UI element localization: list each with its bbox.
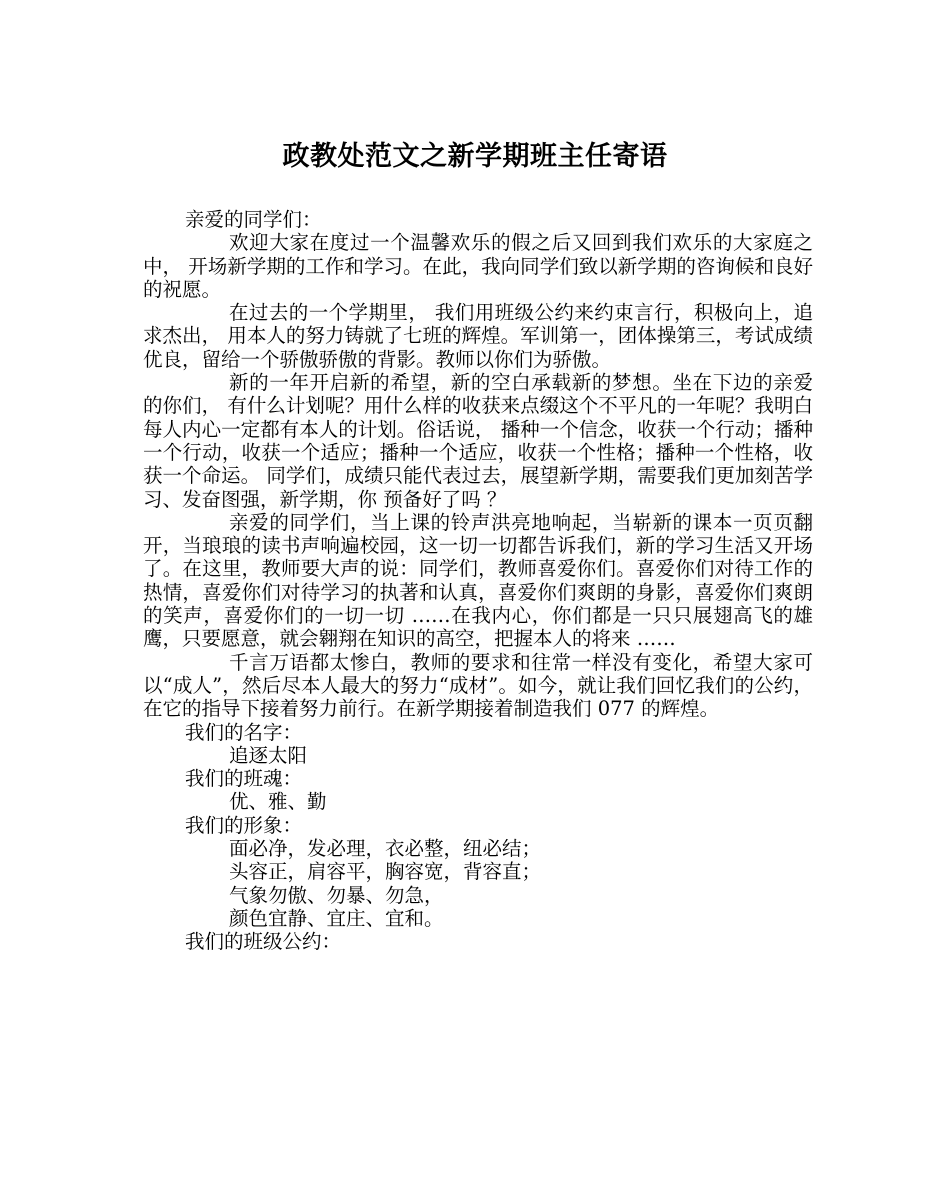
document-title: 政教处范文之新学期班主任寄语 [282,141,668,172]
class-image-label: 我们的形象： [185,813,303,837]
class-image-line: 头容正，肩容平，胸容宽，背容直； [229,860,542,884]
class-image-line: 面必净，发必理，衣必整，纽必结； [229,837,542,861]
paragraph-new-study-life: 亲爱的同学们，当上课的铃声洪亮地响起，当崭新的课本一页页翻开，当琅琅的读书声响遍校园，这一切一切都告诉我们，新的学习生活又开场了。在这里，教师要大声的说：同学们，教师喜爱你们。喜爱你们对待工作的热情，喜爱你们对待学习的执著和认真，喜爱你们爽朗的身影，喜爱你们爽朗的笑声，喜爱你们的一切一切 ……在我内心，你们都是一只只展翅高飞的雄鹰，只要愿意，就会翱翔在知识的高空，把握本人的将来 …… [143,510,813,651]
class-spirit-label: 我们的班魂： [185,767,303,791]
class-rules-label: 我们的班级公约： [185,930,342,954]
salutation: 亲爱的同学们： [185,208,322,231]
class-image-line: 气象勿傲、勿暴、勿急， [229,883,444,907]
class-name-label: 我们的名字： [185,720,303,744]
paragraph-welcome: 欢迎大家在度过一个温馨欢乐的假之后又回到我们欢乐的大家庭之中， 开场新学期的工作和学习。在此，我向同学们致以新学期的咨询候和良好的祝愿。 [143,231,813,301]
paragraph-expectations: 千言万语都太惨白，教师的要求和往常一样没有变化，希望大家可以“成人”，然后尽本人最大的努力“成材”。如今，就让我们回忆我们的公约，在它的指导下接着努力前行。在新学期接着制造我们 077 的辉煌。 [143,650,813,721]
class-spirit-value: 优、雅、勤 [229,790,327,814]
paragraph-new-year: 新的一年开启新的希望，新的空白承载新的梦想。坐在下边的亲爱的你们， 有什么计划呢？用什么样的收获来点缀这个不平凡的一年呢？我明白每人内心一定都有本人的计划。俗话说， 播种一个信念，收获一个行动；播种一个行动，收获一个适应；播种一个适应，收获一个性格；播种一个性格，收获一个命运。 同学们，成绩只能代表过去，展望新学期，需要我们更加刻苦学习、发奋图强，新学期，你 预备好了吗 ？ [143,371,813,511]
class-name-value: 追逐太阳 [229,743,308,767]
paragraph-last-semester: 在过去的一个学期里， 我们用班级公约来约束言行，积极向上，追求杰出， 用本人的努力铸就了七班的辉煌。军训第一，团体操第三，考试成绩优良，留给一个骄傲骄傲的背影。教师以你们为骄傲。 [143,301,813,371]
document-body [143,208,813,954]
class-image-line: 颜色宜静、宜庄、宜和。 [229,906,444,930]
